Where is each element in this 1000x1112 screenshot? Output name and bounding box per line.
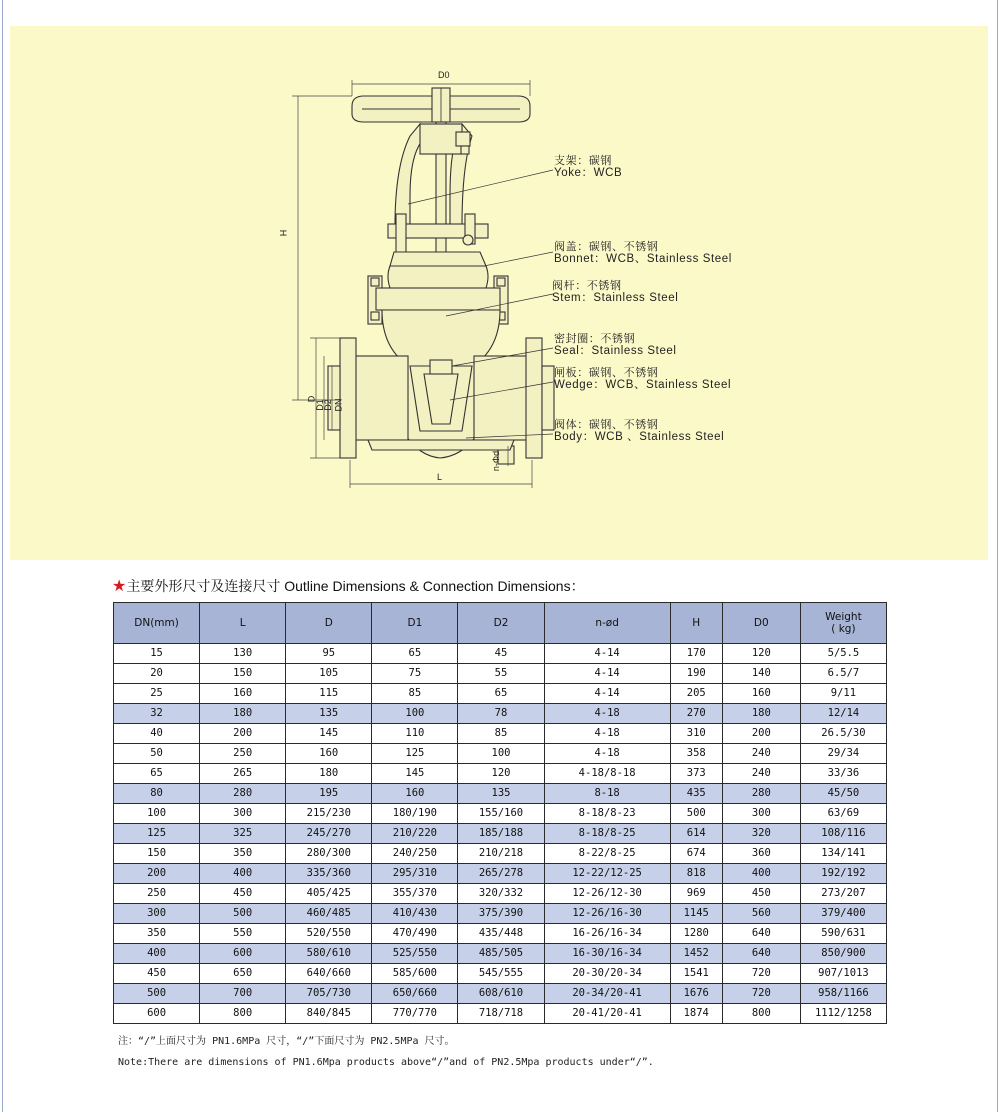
table-cell: 300 xyxy=(722,804,800,824)
table-row xyxy=(114,684,887,704)
section-heading xyxy=(112,576,585,596)
star-icon: ★ xyxy=(112,576,127,595)
table-cell: 525/550 xyxy=(372,944,458,964)
table-cell: 720 xyxy=(722,984,800,1004)
table-cell: 270 xyxy=(670,704,722,724)
table-row xyxy=(114,824,887,844)
table-cell: 850/900 xyxy=(800,944,886,964)
table-cell: 210/218 xyxy=(458,844,544,864)
callout-seal-en: Seal：Stainless Steel xyxy=(554,345,677,357)
table-cell: 450 xyxy=(722,884,800,904)
table-row xyxy=(114,704,887,724)
table-row xyxy=(114,784,887,804)
table-row xyxy=(114,764,887,784)
table-cell: 160 xyxy=(200,684,286,704)
table-cell: 180 xyxy=(722,704,800,724)
table-cell: 250 xyxy=(114,884,200,904)
table-cell: 379/400 xyxy=(800,904,886,924)
dimensions-table xyxy=(113,602,887,1024)
callout-seal xyxy=(554,332,677,358)
table-row xyxy=(114,1004,887,1024)
dim-label-d1: D1 xyxy=(314,399,325,411)
table-cell: 245/270 xyxy=(286,824,372,844)
table-cell: 320 xyxy=(722,824,800,844)
table-cell: 108/116 xyxy=(800,824,886,844)
column-header: D xyxy=(286,603,372,644)
table-cell: 65 xyxy=(458,684,544,704)
table-cell: 180/190 xyxy=(372,804,458,824)
table-cell: 640/660 xyxy=(286,964,372,984)
table-cell: 20-30/20-34 xyxy=(544,964,670,984)
table-cell: 545/555 xyxy=(458,964,544,984)
table-cell: 720 xyxy=(722,964,800,984)
table-cell: 16-26/16-34 xyxy=(544,924,670,944)
table-cell: 650 xyxy=(200,964,286,984)
table-cell: 969 xyxy=(670,884,722,904)
callout-wedge-cn: 闸板：碳钢、不锈钢 xyxy=(554,366,659,379)
column-header: L xyxy=(200,603,286,644)
table-cell: 8-18/8-25 xyxy=(544,824,670,844)
table-cell: 585/600 xyxy=(372,964,458,984)
table-cell: 160 xyxy=(372,784,458,804)
table-cell: 1676 xyxy=(670,984,722,1004)
table-cell: 45/50 xyxy=(800,784,886,804)
table-cell: 134/141 xyxy=(800,844,886,864)
table-cell: 500 xyxy=(670,804,722,824)
table-cell: 4-14 xyxy=(544,684,670,704)
table-cell: 150 xyxy=(114,844,200,864)
table-cell: 450 xyxy=(114,964,200,984)
table-row xyxy=(114,664,887,684)
table-cell: 640 xyxy=(722,944,800,964)
table-cell: 310 xyxy=(670,724,722,744)
table-row xyxy=(114,804,887,824)
callout-body-en: Body：WCB 、Stainless Steel xyxy=(554,431,725,443)
table-cell: 800 xyxy=(722,1004,800,1024)
table-cell: 63/69 xyxy=(800,804,886,824)
table-row xyxy=(114,724,887,744)
table-cell: 958/1166 xyxy=(800,984,886,1004)
gate-valve-drawing xyxy=(10,26,988,560)
table-cell: 1280 xyxy=(670,924,722,944)
column-header: D0 xyxy=(722,603,800,644)
table-cell: 80 xyxy=(114,784,200,804)
table-cell: 100 xyxy=(114,804,200,824)
table-cell: 360 xyxy=(722,844,800,864)
table-cell: 160 xyxy=(722,684,800,704)
table-cell: 350 xyxy=(114,924,200,944)
table-cell: 195 xyxy=(286,784,372,804)
table-header-row xyxy=(114,603,887,644)
table-cell: 45 xyxy=(458,644,544,664)
table-cell: 8-18 xyxy=(544,784,670,804)
callout-bonnet-en: Bonnet：WCB、Stainless Steel xyxy=(554,253,732,265)
table-cell: 15 xyxy=(114,644,200,664)
callout-yoke-en: Yoke：WCB xyxy=(554,167,623,179)
table-cell: 55 xyxy=(458,664,544,684)
table-cell: 240/250 xyxy=(372,844,458,864)
table-cell: 120 xyxy=(458,764,544,784)
table-cell: 160 xyxy=(286,744,372,764)
table-cell: 608/610 xyxy=(458,984,544,1004)
table-cell: 614 xyxy=(670,824,722,844)
table-cell: 5/5.5 xyxy=(800,644,886,664)
table-cell: 120 xyxy=(722,644,800,664)
column-header: D1 xyxy=(372,603,458,644)
table-row xyxy=(114,984,887,1004)
table-cell: 50 xyxy=(114,744,200,764)
table-cell: 12-26/16-30 xyxy=(544,904,670,924)
table-cell: 170 xyxy=(670,644,722,664)
dim-label-h: H xyxy=(278,229,289,237)
callout-stem-cn: 阀杆：不锈钢 xyxy=(552,279,622,292)
table-cell: 265 xyxy=(200,764,286,784)
table-cell: 335/360 xyxy=(286,864,372,884)
table-cell: 674 xyxy=(670,844,722,864)
callout-body-cn: 阀体：碳钢、不锈钢 xyxy=(554,418,659,431)
callout-yoke-cn: 支架：碳钢 xyxy=(554,154,612,167)
table-cell: 300 xyxy=(114,904,200,924)
callout-stem-en: Stem：Stainless Steel xyxy=(552,292,679,304)
table-cell: 110 xyxy=(372,724,458,744)
heading-en: Outline Dimensions & Connection Dimensions： xyxy=(280,578,585,594)
table-cell: 190 xyxy=(670,664,722,684)
heading-cn: 主要外形尺寸及连接尺寸 xyxy=(126,579,281,595)
callout-wedge xyxy=(554,366,731,392)
table-cell: 400 xyxy=(722,864,800,884)
table-cell: 907/1013 xyxy=(800,964,886,984)
note-cn: 注：“/”上面尺寸为 PN1.6MPa 尺寸，“/”下面尺寸为 PN2.5MPa 尺寸。 xyxy=(118,1036,455,1047)
table-cell: 373 xyxy=(670,764,722,784)
table-cell: 560 xyxy=(722,904,800,924)
dim-label-n-phid: n-Φd xyxy=(491,450,502,472)
table-cell: 358 xyxy=(670,744,722,764)
callout-body xyxy=(554,418,724,444)
table-cell: 470/490 xyxy=(372,924,458,944)
table-cell: 1874 xyxy=(670,1004,722,1024)
table-cell: 8-22/8-25 xyxy=(544,844,670,864)
table-cell: 4-14 xyxy=(544,664,670,684)
dim-label-l: L xyxy=(437,472,443,482)
table-cell: 273/207 xyxy=(800,884,886,904)
table-cell: 29/34 xyxy=(800,744,886,764)
table-cell: 485/505 xyxy=(458,944,544,964)
table-cell: 4-18 xyxy=(544,744,670,764)
table-cell: 140 xyxy=(722,664,800,684)
table-cell: 180 xyxy=(286,764,372,784)
table-row xyxy=(114,944,887,964)
table-row xyxy=(114,884,887,904)
table-cell: 100 xyxy=(458,744,544,764)
table-cell: 215/230 xyxy=(286,804,372,824)
table-cell: 78 xyxy=(458,704,544,724)
table-cell: 135 xyxy=(458,784,544,804)
table-cell: 400 xyxy=(114,944,200,964)
table-cell: 818 xyxy=(670,864,722,884)
table-cell: 4-18 xyxy=(544,724,670,744)
table-cell: 200 xyxy=(114,864,200,884)
table-cell: 250 xyxy=(200,744,286,764)
column-header: DN(mm) xyxy=(114,603,200,644)
table-cell: 25 xyxy=(114,684,200,704)
column-header: D2 xyxy=(458,603,544,644)
table-row xyxy=(114,644,887,664)
table-cell: 33/36 xyxy=(800,764,886,784)
table-cell: 65 xyxy=(114,764,200,784)
table-cell: 85 xyxy=(458,724,544,744)
table-cell: 460/485 xyxy=(286,904,372,924)
table-cell: 185/188 xyxy=(458,824,544,844)
table-cell: 26.5/30 xyxy=(800,724,886,744)
callout-seal-cn: 密封圈：不锈钢 xyxy=(554,332,636,345)
table-row xyxy=(114,744,887,764)
table-cell: 550 xyxy=(200,924,286,944)
table-row xyxy=(114,844,887,864)
table-cell: 1112/1258 xyxy=(800,1004,886,1024)
table-body xyxy=(114,644,887,1024)
column-header: n-ød xyxy=(544,603,670,644)
table-cell: 16-30/16-34 xyxy=(544,944,670,964)
table-cell: 375/390 xyxy=(458,904,544,924)
table-cell: 6.5/7 xyxy=(800,664,886,684)
table-cell: 100 xyxy=(372,704,458,724)
table-cell: 435 xyxy=(670,784,722,804)
dim-label-d: D xyxy=(306,395,317,403)
table-cell: 200 xyxy=(200,724,286,744)
valve-drawing-panel xyxy=(10,26,988,560)
table-cell: 705/730 xyxy=(286,984,372,1004)
table-cell: 280 xyxy=(200,784,286,804)
table-cell: 520/550 xyxy=(286,924,372,944)
table-cell: 65 xyxy=(372,644,458,664)
table-cell: 150 xyxy=(200,664,286,684)
table-cell: 200 xyxy=(722,724,800,744)
table-cell: 450 xyxy=(200,884,286,904)
column-header: Weight ( kg) xyxy=(800,603,886,644)
dim-label-d2: D2 xyxy=(322,399,333,411)
table-cell: 8-18/8-23 xyxy=(544,804,670,824)
right-border-line xyxy=(997,0,998,1112)
callout-bonnet xyxy=(554,240,732,266)
table-cell: 4-14 xyxy=(544,644,670,664)
table-cell: 840/845 xyxy=(286,1004,372,1024)
table-cell: 600 xyxy=(114,1004,200,1024)
table-cell: 135 xyxy=(286,704,372,724)
table-cell: 180 xyxy=(200,704,286,724)
callout-wedge-en: Wedge：WCB、Stainless Steel xyxy=(554,379,732,391)
callout-stem xyxy=(552,279,678,305)
table-cell: 265/278 xyxy=(458,864,544,884)
table-cell: 95 xyxy=(286,644,372,664)
table-cell: 400 xyxy=(200,864,286,884)
table-cell: 20 xyxy=(114,664,200,684)
table-cell: 105 xyxy=(286,664,372,684)
table-cell: 280/300 xyxy=(286,844,372,864)
dim-label-d0: D0 xyxy=(438,70,450,80)
table-cell: 580/610 xyxy=(286,944,372,964)
dim-label-dn: DN xyxy=(333,398,344,412)
table-row xyxy=(114,964,887,984)
table-cell: 4-18 xyxy=(544,704,670,724)
table-cell: 4-18/8-18 xyxy=(544,764,670,784)
note-en: Note:There are dimensions of PN1.6Mpa products above“/”and of PN2.5Mpa products under“/”. xyxy=(118,1057,654,1068)
table-cell: 210/220 xyxy=(372,824,458,844)
table-cell: 325 xyxy=(200,824,286,844)
table-cell: 20-34/20-41 xyxy=(544,984,670,1004)
table-cell: 12-22/12-25 xyxy=(544,864,670,884)
table-cell: 350 xyxy=(200,844,286,864)
table-cell: 700 xyxy=(200,984,286,1004)
table-cell: 320/332 xyxy=(458,884,544,904)
table-cell: 410/430 xyxy=(372,904,458,924)
left-border-line xyxy=(2,0,3,1112)
table-cell: 590/631 xyxy=(800,924,886,944)
table-cell: 192/192 xyxy=(800,864,886,884)
table-cell: 435/448 xyxy=(458,924,544,944)
table-cell: 125 xyxy=(114,824,200,844)
table-cell: 500 xyxy=(114,984,200,1004)
table-cell: 300 xyxy=(200,804,286,824)
callout-yoke xyxy=(554,154,622,180)
table-cell: 640 xyxy=(722,924,800,944)
table-cell: 40 xyxy=(114,724,200,744)
table-cell: 500 xyxy=(200,904,286,924)
table-cell: 85 xyxy=(372,684,458,704)
table-cell: 32 xyxy=(114,704,200,724)
table-cell: 20-41/20-41 xyxy=(544,1004,670,1024)
table-cell: 115 xyxy=(286,684,372,704)
table-cell: 240 xyxy=(722,764,800,784)
table-cell: 1145 xyxy=(670,904,722,924)
table-cell: 12/14 xyxy=(800,704,886,724)
table-cell: 1541 xyxy=(670,964,722,984)
table-cell: 1452 xyxy=(670,944,722,964)
table-cell: 280 xyxy=(722,784,800,804)
table-cell: 295/310 xyxy=(372,864,458,884)
table-cell: 145 xyxy=(372,764,458,784)
table-cell: 12-26/12-30 xyxy=(544,884,670,904)
column-header: H xyxy=(670,603,722,644)
table-cell: 405/425 xyxy=(286,884,372,904)
table-cell: 650/660 xyxy=(372,984,458,1004)
table-cell: 240 xyxy=(722,744,800,764)
table-cell: 800 xyxy=(200,1004,286,1024)
table-cell: 770/770 xyxy=(372,1004,458,1024)
callout-bonnet-cn: 阀盖：碳钢、不锈钢 xyxy=(554,240,659,253)
table-cell: 355/370 xyxy=(372,884,458,904)
table-cell: 205 xyxy=(670,684,722,704)
table-cell: 145 xyxy=(286,724,372,744)
table-row xyxy=(114,924,887,944)
table-cell: 718/718 xyxy=(458,1004,544,1024)
table-cell: 155/160 xyxy=(458,804,544,824)
table-cell: 130 xyxy=(200,644,286,664)
table-row xyxy=(114,904,887,924)
table-cell: 75 xyxy=(372,664,458,684)
table-cell: 9/11 xyxy=(800,684,886,704)
table-cell: 600 xyxy=(200,944,286,964)
table-cell: 125 xyxy=(372,744,458,764)
table-row xyxy=(114,864,887,884)
